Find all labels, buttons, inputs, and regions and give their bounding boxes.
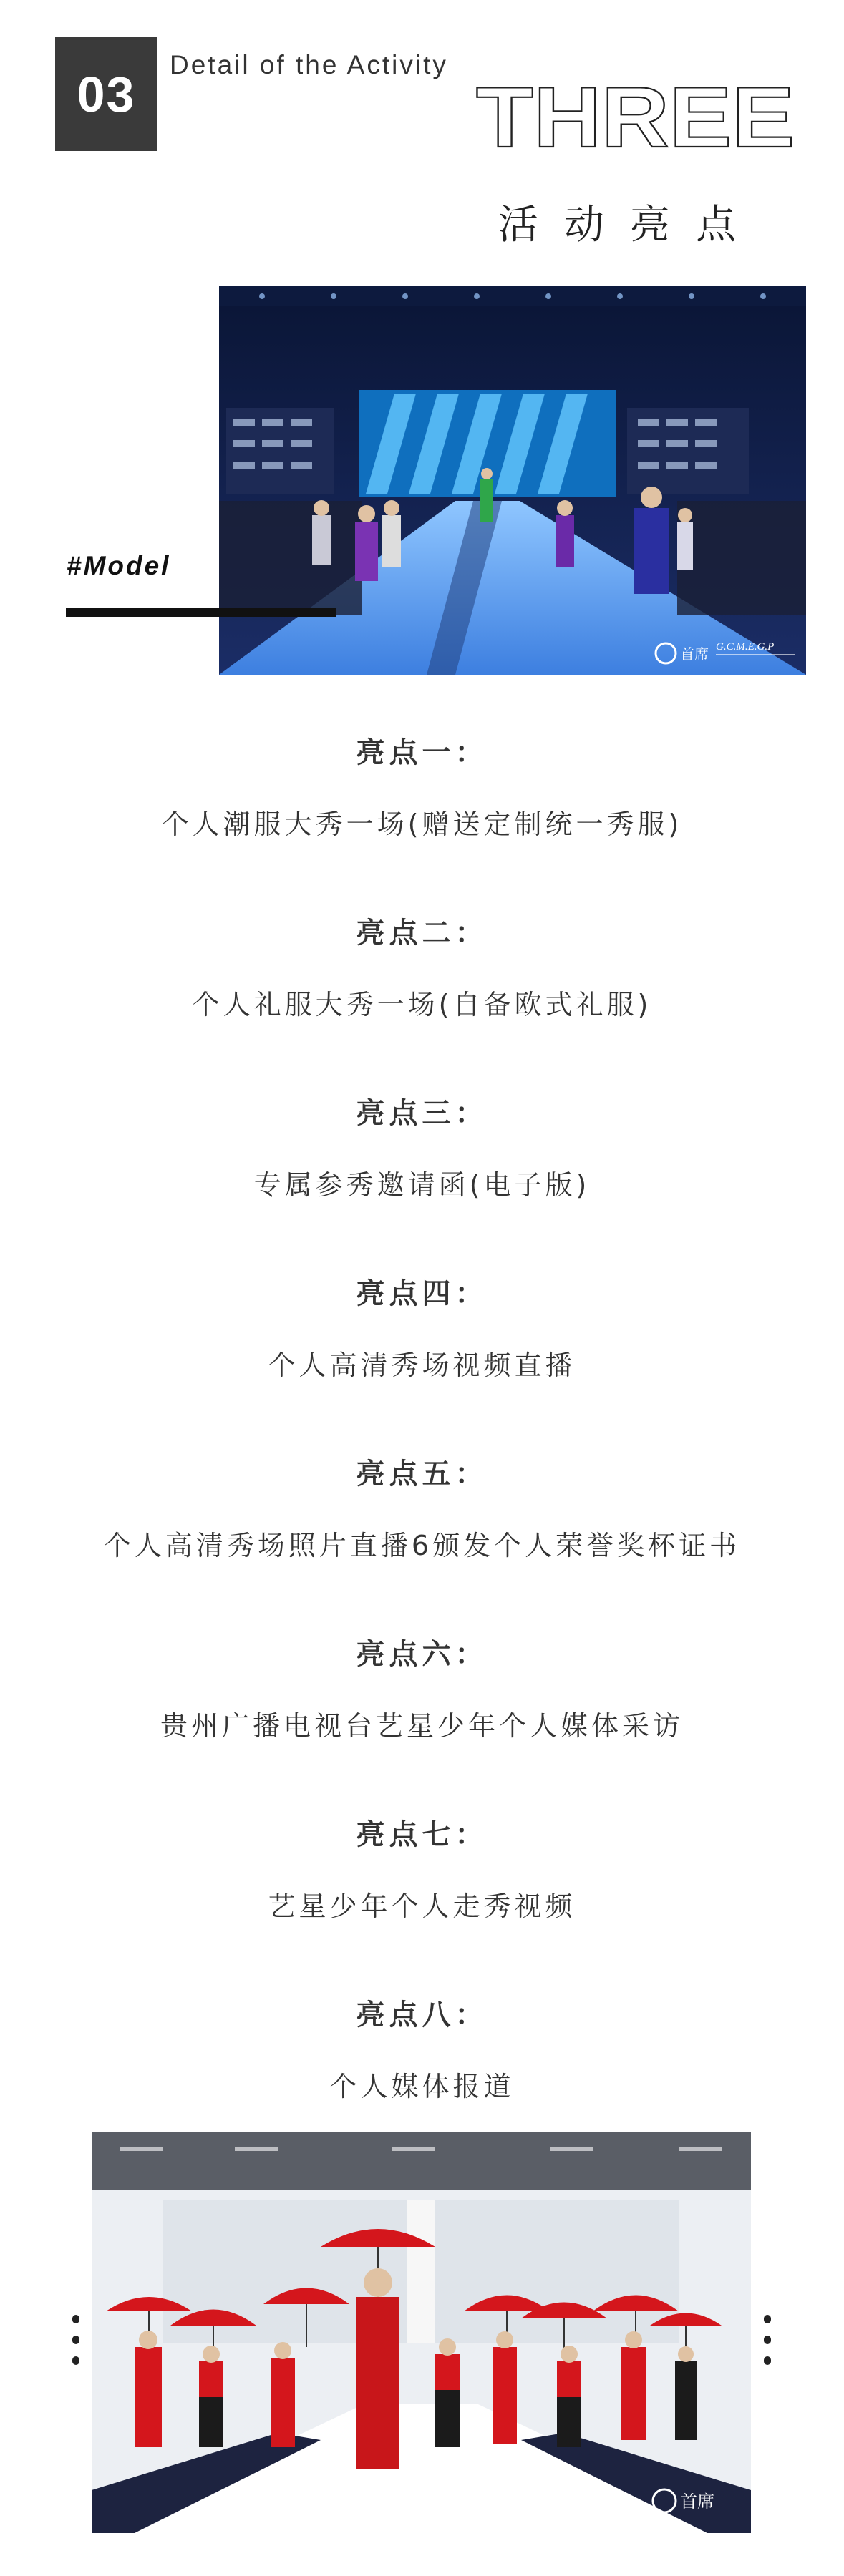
highlight-desc: 贵州广播电视台艺星少年个人媒体采访 [160,1710,684,1742]
section-number: 03 [77,66,136,122]
highlight-3 [0,1091,844,1202]
highlight-title: 亮点八： [356,1999,488,2031]
highlight-title: 亮点一： [356,736,488,769]
highlight-6 [0,1631,844,1743]
section-subtitle: Detail of the Activity [170,50,448,79]
model-tag-underline [66,608,336,617]
highlight-title: 亮点六： [356,1638,488,1671]
highlight-desc: 艺星少年个人走秀视频 [268,1890,576,1922]
highlight-4 [0,1271,844,1382]
model-tag: #Model [67,551,171,580]
highlight-title: 亮点七： [356,1818,488,1851]
highlight-desc: 专属参秀邀请函(电子版) [253,1169,591,1201]
highlight-desc: 个人媒体报道 [329,2071,515,2102]
highlight-desc: 个人高清秀场照片直播6颁发个人荣誉奖杯证书 [103,1530,741,1561]
carousel-right-dots-icon[interactable] [763,2315,772,2365]
big-outline-title [476,79,798,157]
highlight-desc: 个人礼服大秀一场(自备欧式礼服) [192,989,652,1020]
highlight-7 [0,1812,844,1923]
photo2-logo-text: 首席 [680,2492,714,2512]
highlight-desc: 个人潮服大秀一场(赠送定制统一秀服) [161,809,683,840]
photo1-logo-sub: G.C.M.E.G.P [716,641,775,653]
highlight-title: 亮点四： [356,1277,488,1310]
runway-photo-2 [92,2132,751,2533]
photo1-logo-text: 首席 [680,645,709,663]
highlight-desc: 个人高清秀场视频直播 [268,1350,576,1381]
page-title: 活动亮点 [498,202,762,248]
carousel-left-dots-icon[interactable] [72,2315,80,2365]
big-title-text: THREE [476,79,795,157]
section-number-box [55,37,157,151]
highlight-8 [0,1992,844,2104]
highlight-5 [0,1451,844,1563]
highlight-title: 亮点五： [356,1458,488,1491]
highlight-title: 亮点三： [356,1097,488,1130]
highlight-2 [0,910,844,1022]
highlight-1 [0,730,844,841]
highlight-title: 亮点二： [356,917,488,950]
